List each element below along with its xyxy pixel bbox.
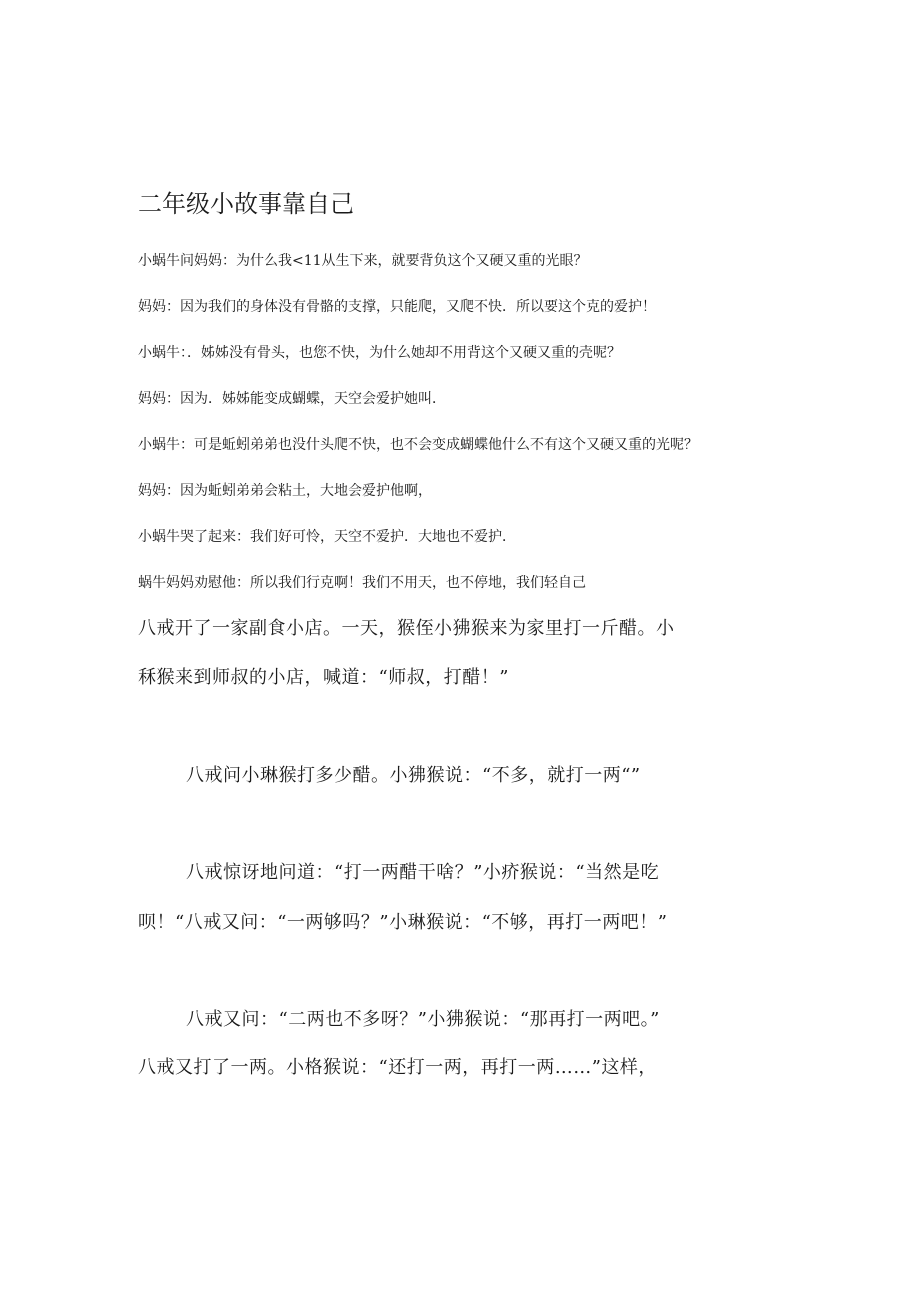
snail-line-8: 蜗牛妈妈劝慰他：所以我们行克啊！我们不用天，也不停地，我们轻自己 [138,575,586,591]
bajie-line-3: 八戒问小琳猴打多少醋。小狒猴说：“不多，就打一两“” [186,765,641,786]
bajie-line-5: 呗！“八戒又问：“一两够吗？”小琳猴说：“不够，再打一两吧！” [138,912,668,933]
snail-line-6: 妈妈：因为蚯蚓弟弟会粘土，大地会爱护他啊， [138,483,432,499]
snail-line-4: 妈妈：因为．姊姊能变成蝴蝶，天空会爱护她叫． [138,391,446,407]
snail-line-3: 小蜗牛：．姊姊没有骨头，也您不快，为什么她却不用背这个又硬又重的壳呢？ [138,345,621,361]
bajie-line-4: 八戒惊讶地问道：“打一两醋干啥？”小疥猴说：“当然是吃 [186,862,660,883]
snail-line-1: 小蜗牛问妈妈：为什么我<11从生下来，就要背负这个又硬又重的光眼？ [138,253,588,269]
bajie-line-1: 八戒开了一家副食小店。一天，猴侄小狒猴来为家里打一斤醋。小 [138,618,675,639]
snail-line-7: 小蜗牛哭了起来：我们好可怜，天空不爱护．大地也不爱护． [138,529,516,545]
snail-line-5: 小蜗牛：可是蚯蚓弟弟也没什头爬不快，也不会变成蝴蝶他什么不有这个又硬又重的光呢？ [138,437,698,453]
snail-line-2: 妈妈：因为我们的身体没有骨骼的支撑，只能爬，又爬不快．所以要这个克的爱护！ [138,299,656,315]
bajie-line-7: 八戒又打了一两。小格猴说：“还打一两，再打一两……”这样， [138,1057,657,1078]
bajie-line-2: 秝猴来到师叔的小店，喊道：“师叔，打醋！” [138,667,509,688]
bajie-line-6: 八戒又问：“二两也不多呀？”小狒猴说：“那再打一两吧。” [186,1009,660,1030]
document-title: 二年级小故事靠自己 [138,190,354,218]
